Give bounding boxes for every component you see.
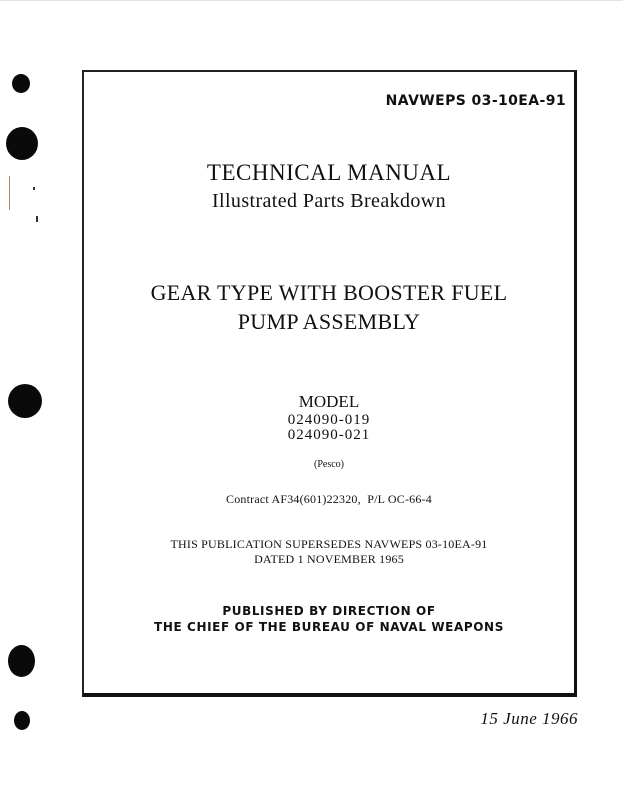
publisher-statement bbox=[84, 603, 574, 635]
heading-line-1: GEAR TYPE WITH BOOSTER FUEL bbox=[150, 280, 508, 305]
manual-title: TECHNICAL MANUAL bbox=[206, 160, 452, 185]
binder-hole-icon bbox=[8, 384, 42, 418]
manufacturer: (Pesco) bbox=[314, 459, 344, 470]
supersedes-line-1: THIS PUBLICATION SUPERSEDES NAVWEPS 03-10EA-91 bbox=[170, 537, 488, 551]
published-line-2: THE CHIEF OF THE BUREAU OF NAVAL WEAPONS bbox=[154, 620, 504, 634]
publication-date: 15 June 1966 bbox=[480, 709, 578, 728]
heading-line-2: PUMP ASSEMBLY bbox=[237, 309, 421, 334]
contract-number: Contract AF34(601)22320, P/L OC-66-4 bbox=[226, 492, 432, 506]
supersedes-line-2: DATED 1 NOVEMBER 1965 bbox=[254, 552, 404, 566]
binder-hole-icon bbox=[6, 127, 38, 160]
assembly-heading bbox=[84, 278, 574, 336]
model-label: MODEL bbox=[298, 392, 360, 411]
scan-mark bbox=[36, 216, 38, 222]
model-number: 024090-019 bbox=[287, 412, 371, 428]
page-top-edge bbox=[0, 0, 623, 1]
model-number: 024090-021 bbox=[287, 427, 371, 443]
model-numbers bbox=[84, 413, 574, 443]
binder-hole-icon bbox=[8, 645, 35, 677]
published-line-1: PUBLISHED BY DIRECTION OF bbox=[222, 604, 436, 618]
manual-subtitle: Illustrated Parts Breakdown bbox=[211, 190, 447, 212]
cover-frame bbox=[82, 70, 577, 697]
binder-hole-icon bbox=[14, 711, 30, 730]
binder-hole-icon bbox=[12, 74, 30, 93]
document-number: NAVWEPS 03-10EA-91 bbox=[385, 93, 566, 109]
scan-mark bbox=[9, 176, 10, 210]
supersedes-notice bbox=[84, 537, 574, 567]
scan-mark bbox=[33, 187, 35, 190]
